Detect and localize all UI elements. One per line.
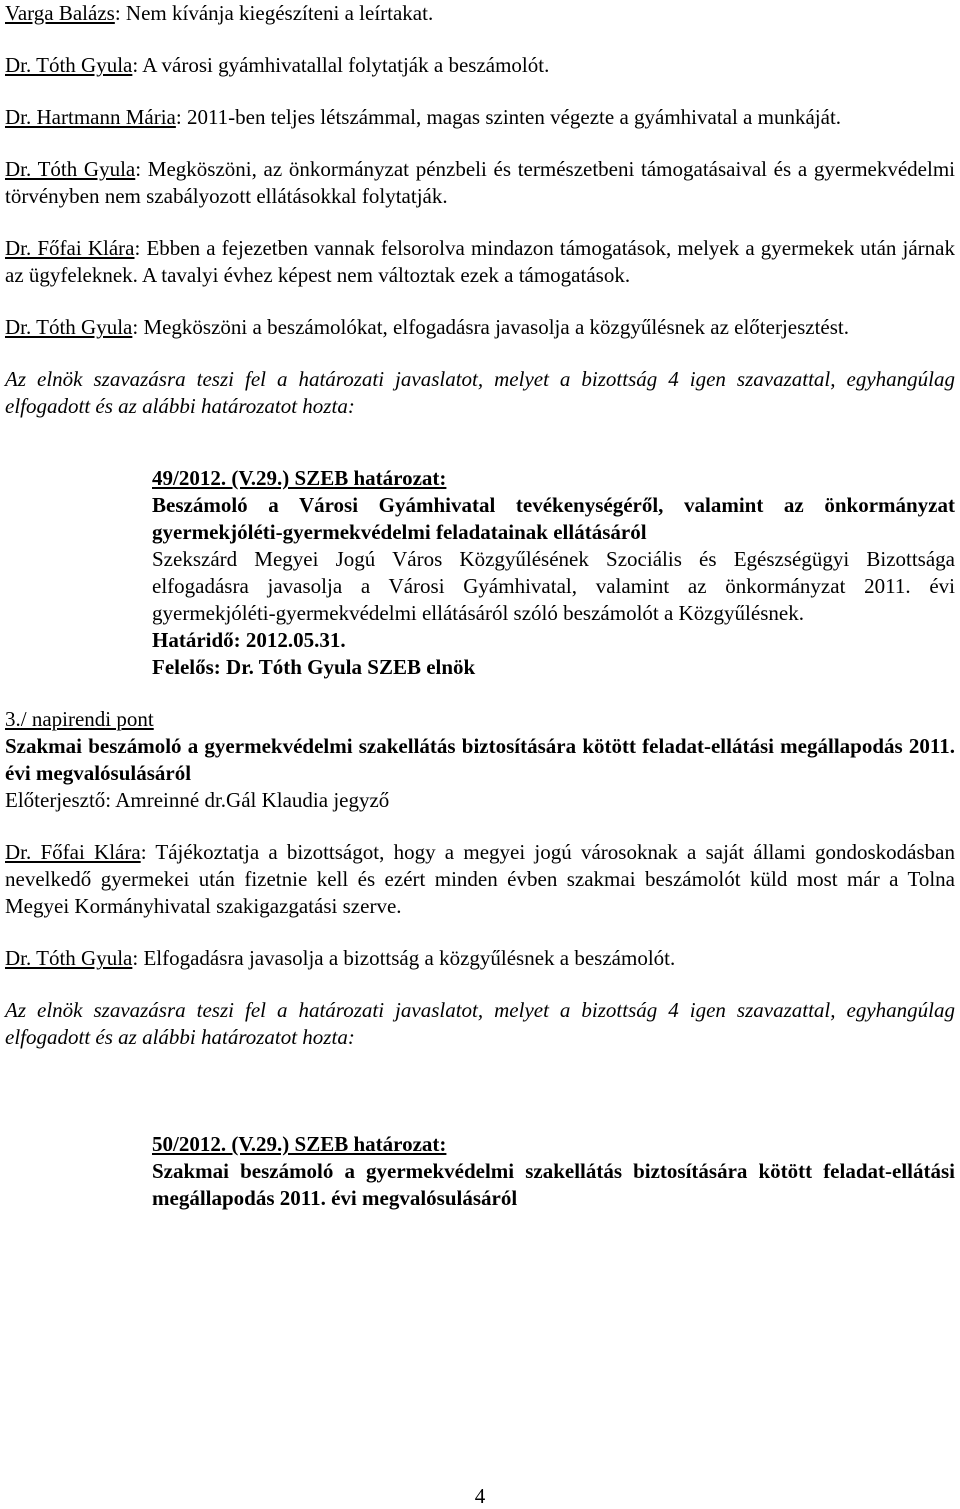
document-page — [5, 0, 955, 1212]
resolution-body: Szekszárd Megyei Jogú Város Közgyűlésének Szociális és Egészségügyi Bizottsága elfogadásra javasolja a Városi Gyámhivatal, valamint az önkormányzat 2011. évi gyermekjóléti-gyermekvédelmi ellátásáról szóló beszámolót a Közgyűlésnek. — [152, 547, 955, 625]
speech-text: : Megköszöni, az önkormányzat pénzbeli és természetbeni támogatásaival és a gyermekvédelmi törvényben nem szabályozott ellátásokkal folytatják. — [5, 157, 955, 208]
resolution-block — [152, 1131, 955, 1212]
speech-text: : Megköszöni a beszámolókat, elfogadásra javasolja a közgyűlésnek az előterjesztést. — [132, 315, 850, 339]
agenda-point: 3./ napirendi pont — [5, 707, 154, 731]
resolution-deadline: Határidő: 2012.05.31. — [152, 628, 346, 652]
speaker-name: Dr. Főfai Klára — [5, 840, 141, 864]
paragraph — [5, 52, 955, 79]
resolution-block — [152, 465, 955, 681]
resolution-title: Szakmai beszámoló a gyermekvédelmi szakellátás biztosítására kötött feladat-ellátási megállapodás 2011. évi megvalósulásáról — [152, 1159, 955, 1210]
speaker-name: Dr. Tóth Gyula — [5, 946, 133, 970]
paragraph — [5, 0, 955, 27]
speaker-name: Dr. Tóth Gyula — [5, 157, 136, 181]
paragraph — [5, 104, 955, 131]
speaker-name: Dr. Tóth Gyula — [5, 53, 133, 77]
speech-text: : Tájékoztatja a bizottságot, hogy a megyei jogú városoknak a saját állami gondoskodásban nevelkedő gyermekei után fizetnie kell és ezért minden évben szakmai beszámolót küld most már a Tolna Megyei Kormányhivatal szakigazgatási szerve. — [5, 840, 955, 918]
speaker-name: Varga Balázs — [5, 1, 115, 25]
speech-text: : Nem kívánja kiegészíteni a leírtakat. — [114, 1, 434, 25]
resolution-number: 49/2012. (V.29.) SZEB határozat: — [152, 466, 447, 490]
paragraph — [5, 945, 955, 972]
page-number: 4 — [474, 1484, 486, 1508]
paragraph — [5, 156, 955, 210]
speaker-name: Dr. Főfai Klára — [5, 236, 135, 260]
speech-text: : Ebben a fejezetben vannak felsorolva mindazon támogatások, melyek a gyermekek után járnak az ügyfeleknek. A tavalyi évhez képest nem változtak ezek a támogatások. — [5, 236, 955, 287]
resolution-responsible: Felelős: Dr. Tóth Gyula SZEB elnök — [152, 655, 476, 679]
speaker-name: Dr. Hartmann Mária — [5, 105, 176, 129]
vote-statement: Az elnök szavazásra teszi fel a határozati javaslatot, melyet a bizottság 4 igen szavazattal, egyhangúlag elfogadott és az alábbi határozatot hozta: — [5, 367, 955, 418]
agenda-presenter: Előterjesztő: Amreinné dr.Gál Klaudia jegyző — [5, 788, 390, 812]
speaker-name: Dr. Tóth Gyula — [5, 315, 133, 339]
paragraph — [5, 235, 955, 289]
vote-statement: Az elnök szavazásra teszi fel a határozati javaslatot, melyet a bizottság 4 igen szavazattal, egyhangúlag elfogadott és az alábbi határozatot hozta: — [5, 998, 955, 1049]
resolution-title: Beszámoló a Városi Gyámhivatal tevékenységéről, valamint az önkormányzat gyermekjóléti-gyermekvédelmi feladatainak ellátásáról — [152, 493, 955, 544]
paragraph — [5, 839, 955, 920]
speech-text: : Elfogadásra javasolja a bizottság a közgyűlésnek a beszámolót. — [132, 946, 676, 970]
speech-text: : A városi gyámhivatallal folytatják a beszámolót. — [132, 53, 550, 77]
resolution-number: 50/2012. (V.29.) SZEB határozat: — [152, 1132, 447, 1156]
speech-text: : 2011-ben teljes létszámmal, magas szinten végezte a gyámhivatal a munkáját. — [175, 105, 842, 129]
agenda-title: Szakmai beszámoló a gyermekvédelmi szakellátás biztosítására kötött feladat-ellátási megállapodás 2011. évi megvalósulásáról — [5, 734, 955, 785]
paragraph — [5, 314, 955, 341]
